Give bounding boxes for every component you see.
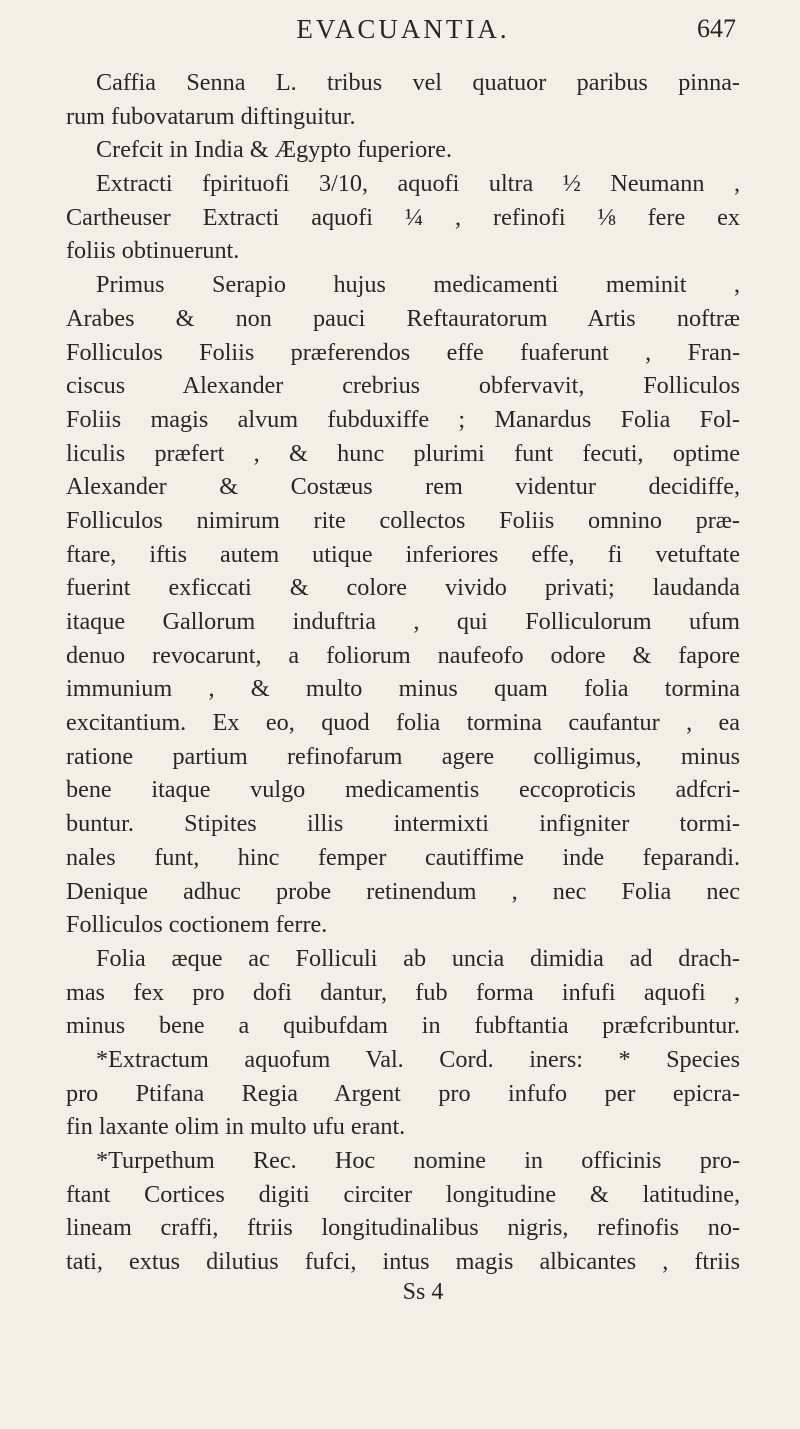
text-line: Folia æque ac Folliculi ab uncia dimidia ad drach-	[96, 944, 740, 972]
signature-mark: Ss 4	[402, 1278, 444, 1305]
text-line: ftant Cortices digiti circiter longitudine & latitudine,	[66, 1180, 740, 1208]
text-line: bene itaque vulgo medicamentis eccoproticis adfcri-	[66, 776, 740, 804]
text-line: nales funt, hinc femper cautiffime inde feparandi.	[66, 843, 740, 871]
text-line: Folliculos nimirum rite collectos Foliis omnino præ-	[66, 506, 740, 534]
text-line: mas fex pro dofi dantur, fub forma infufi aquofi ,	[66, 978, 740, 1006]
text-line: tati, extus dilutius fufci, intus magis albicantes , ftriis	[66, 1248, 740, 1276]
text-line: Folliculos Foliis præferendos effe fuaferunt , Fran-	[66, 338, 740, 366]
text-line: *Turpethum Rec. Hoc nomine in officinis pro-	[96, 1147, 740, 1174]
text-line: Folliculos coctionem ferre.	[66, 911, 328, 939]
text-line: liculis præfert , & hunc plurimi funt fecuti, optime	[66, 439, 740, 467]
text-line: Extracti fpirituofi 3/10, aquofi ultra ½ Neumann ,	[96, 170, 740, 198]
body-text	[66, 66, 740, 1279]
text-line: ftare, iftis autem utique inferiores effe, fi vetuftate	[66, 540, 740, 568]
text-line: ciscus Alexander crebrius obfervavit, Folliculos	[66, 372, 740, 400]
text-line: fin laxante olim in multo ufu erant.	[66, 1113, 406, 1141]
text-line: Foliis magis alvum fubduxiffe ; Manardus Folia Fol-	[66, 405, 740, 433]
running-head	[66, 0, 740, 66]
text-line: ratione partium refinofarum agere colligimus, minus	[66, 742, 740, 770]
page-number: 647	[697, 14, 736, 43]
text-line: Primus Serapio hujus medicamenti meminit ,	[96, 271, 740, 299]
text-line: lineam craffi, ftriis longitudinalibus nigris, refinofis no-	[66, 1214, 740, 1242]
text-line: itaque Gallorum induftria , qui Folliculorum ufum	[66, 608, 740, 635]
text-line: Crefcit in India & Ægypto fuperiore.	[96, 136, 452, 164]
text-line: denuo revocarunt, a foliorum naufeofo odore & fapore	[66, 641, 740, 669]
text-line: pro Ptifana Regia Argent pro infufo per epicra-	[66, 1079, 740, 1107]
text-line: *Extractum aquofum Val. Cord. iners: * Species	[96, 1045, 740, 1073]
text-line: buntur. Stipites illis intermixti infigniter tormi-	[66, 810, 740, 838]
text-line: Denique adhuc probe retinendum , nec Folia nec	[66, 877, 740, 905]
text-line: rum fubovatarum diftinguitur.	[66, 102, 356, 130]
running-head-title: EVACUANTIA.	[296, 14, 510, 44]
text-line: foliis obtinuerunt.	[66, 237, 240, 265]
text-line: Caffia Senna L. tribus vel quatuor paribus pinna-	[96, 69, 740, 96]
text-line: Alexander & Costæus rem videntur decidiffe,	[66, 473, 740, 501]
text-line: minus bene a quibufdam in fubftantia præfcribuntur.	[66, 1012, 740, 1040]
text-line: fuerint exficcati & colore vivido privati; laudanda	[66, 574, 740, 602]
text-line: Cartheuser Extracti aquofi ¼ , refinofi ⅛ fere ex	[66, 203, 740, 231]
text-line: immunium , & multo minus quam folia tormina	[66, 675, 740, 703]
text-line: Arabes & non pauci Reftauratorum Artis noftræ	[66, 304, 740, 332]
text-line: excitantium. Ex eo, quod folia tormina caufantur , ea	[66, 709, 740, 737]
